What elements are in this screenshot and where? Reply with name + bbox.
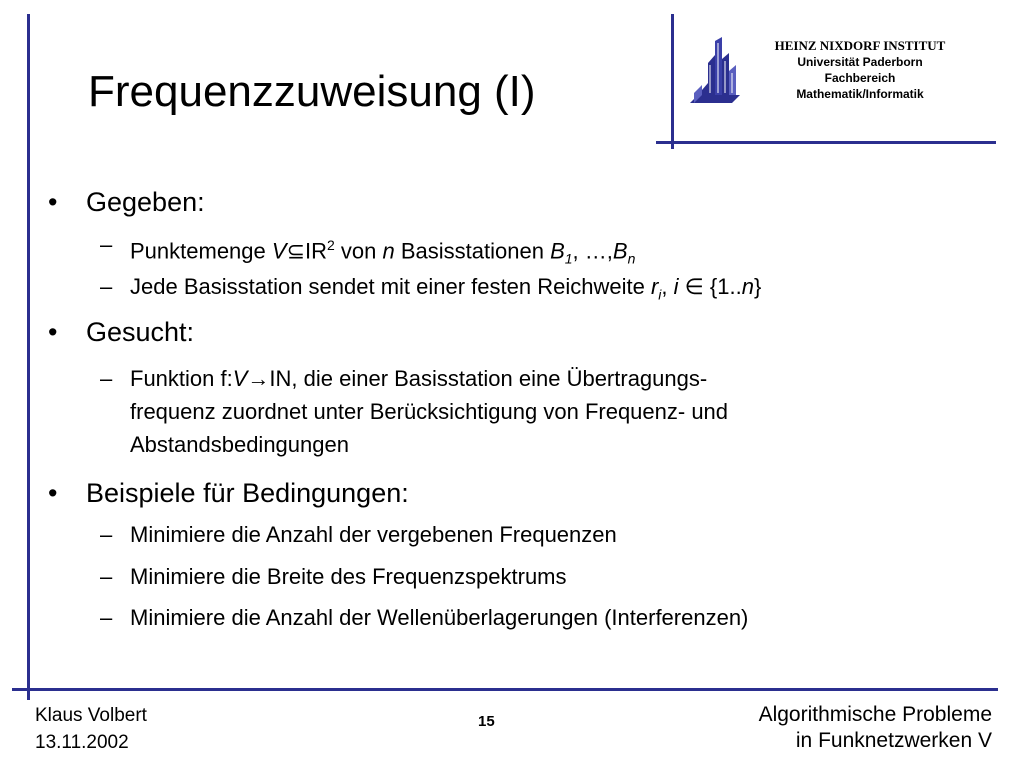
sub-function-line3: Abstandsbedingungen	[130, 432, 349, 457]
department-name: Fachbereich	[824, 71, 896, 85]
footer-course-block	[759, 702, 992, 754]
course-title-line1: Algorithmische Probleme	[758, 703, 992, 726]
footer-author-block	[35, 702, 147, 756]
sub-text: Minimiere die Breite des Frequenzspektrums	[130, 564, 567, 589]
bullet-text: Gesucht:	[86, 317, 195, 347]
bullet-examples	[48, 477, 409, 509]
bullet-marker: •	[48, 187, 58, 217]
sub-text: Punktemenge $V⊆IR^2$ von n Basisstationen $B_1$, $\dots,B_n$	[130, 237, 636, 267]
dash-marker: –	[100, 274, 113, 299]
sub-text: Minimiere die Anzahl der vergebenen Frequenzen	[130, 522, 617, 547]
dash-marker: –	[100, 605, 113, 630]
sub-text: Jede Basisstation sendet mit einer festen Reichweite $r_i$, i ∈ {1..n}	[130, 274, 762, 303]
bullet-marker: •	[48, 317, 58, 347]
course-title-line2: in Funknetzwerken V	[795, 729, 992, 752]
bullet-sought	[48, 316, 194, 348]
faculty-name: Mathematik/Informatik	[796, 87, 924, 101]
institute-name: HEINZ NIXDORF INSTITUT	[774, 38, 946, 53]
page-title: Frequenzzuweisung (I)	[88, 67, 536, 116]
page-number: 15	[478, 713, 495, 730]
bullet-text: Gegeben:	[86, 187, 205, 217]
footer-horizontal-rule	[12, 688, 998, 691]
institute-info	[755, 38, 965, 102]
dash-marker: –	[100, 232, 113, 257]
dash-marker: –	[100, 564, 113, 589]
dash-marker: –	[100, 522, 113, 547]
bullet-text: Beispiele für Bedingungen:	[86, 478, 409, 508]
sub-text: Funktion f:V→IN, die einer Basisstation eine Übertragungs-	[130, 366, 708, 391]
left-vertical-rule	[27, 14, 30, 700]
institute-logo	[688, 35, 744, 105]
header-horizontal-rule	[656, 141, 996, 144]
header-vertical-rule	[671, 14, 674, 149]
dash-marker: –	[100, 366, 113, 391]
sub-text: Minimiere die Anzahl der Wellenüberlagerungen (Interferenzen)	[130, 605, 749, 630]
university-name: Universität Paderborn	[797, 55, 923, 69]
date: 13.11.2002	[35, 732, 129, 753]
bullet-given	[48, 186, 205, 218]
sub-function-line2: frequenz zuordnet unter Berücksichtigung von Frequenz- und	[130, 399, 729, 424]
author-name: Klaus Volbert	[35, 705, 147, 726]
bullet-marker: •	[48, 478, 58, 508]
